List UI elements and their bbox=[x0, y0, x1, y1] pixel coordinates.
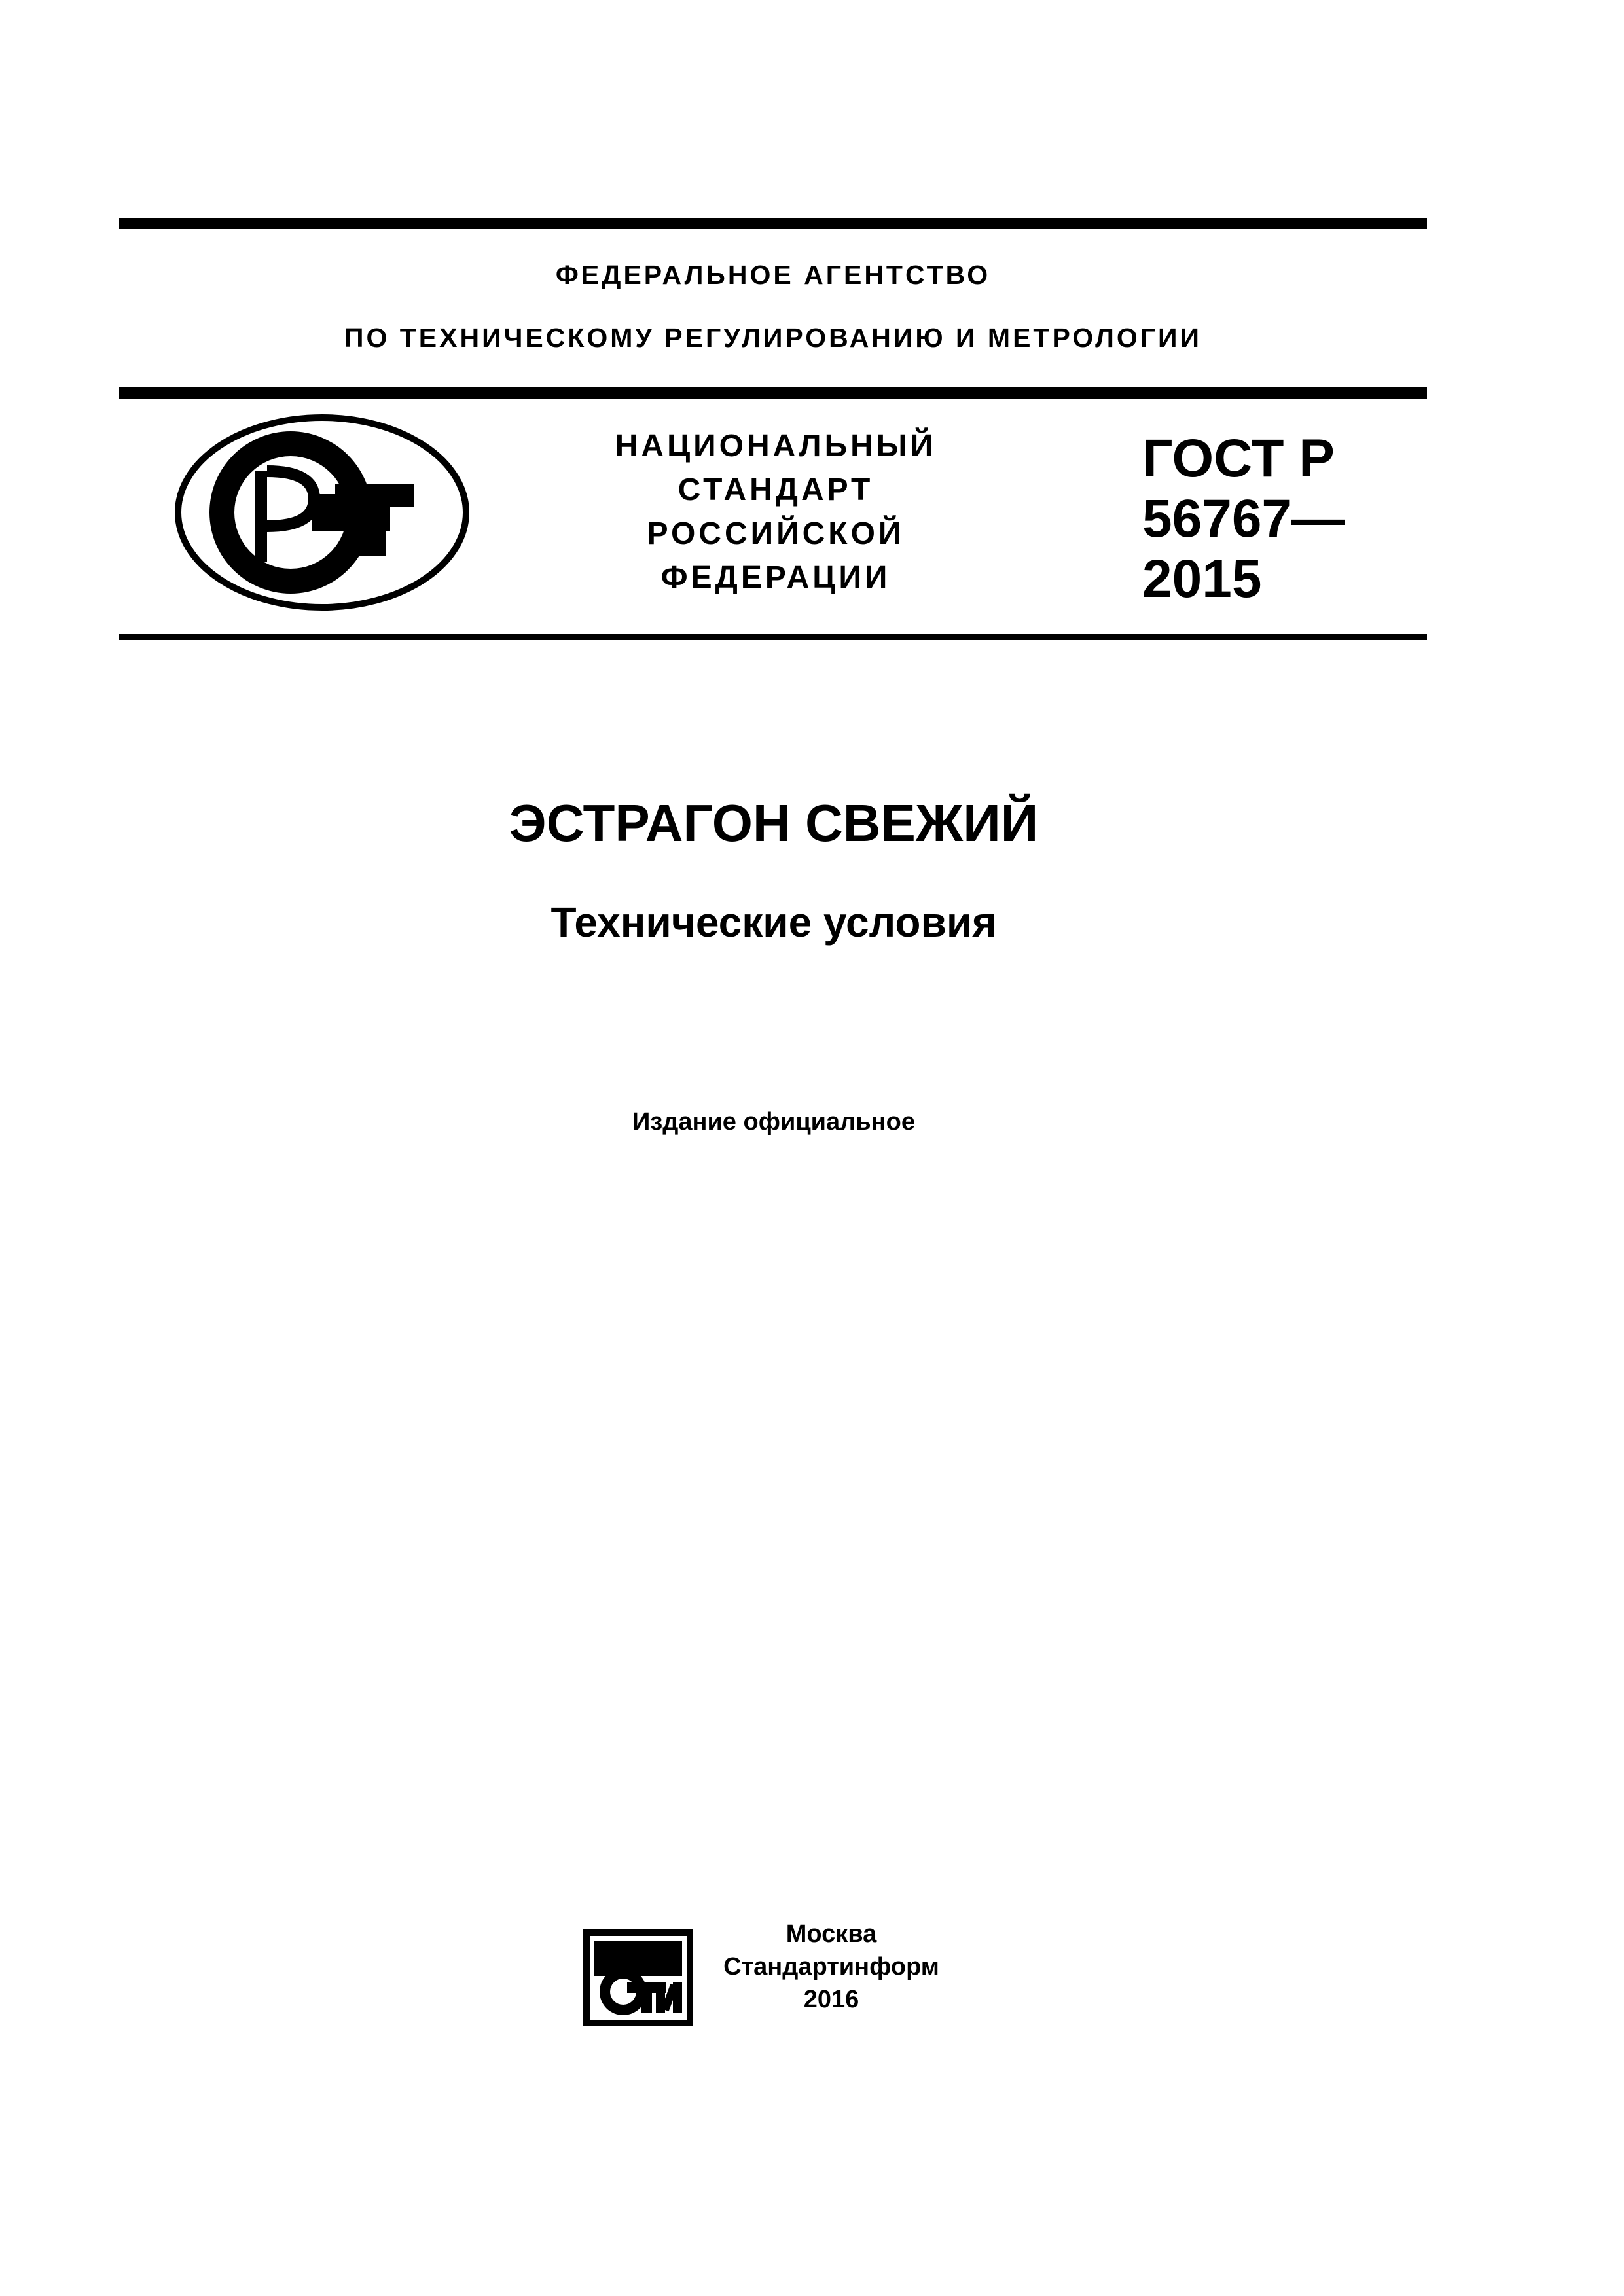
top-rule bbox=[119, 218, 1427, 229]
national-standard-line-3: РОССИЙСКОЙ bbox=[647, 516, 905, 551]
publisher-year: 2016 bbox=[803, 1986, 859, 2013]
publisher-name: Стандартинформ bbox=[723, 1953, 939, 1981]
rst-emblem-icon bbox=[171, 411, 473, 614]
gost-designation-line-2: 56767— bbox=[1142, 489, 1346, 548]
middle-rule bbox=[119, 387, 1427, 399]
national-standard-line-4: ФЕДЕРАЦИИ bbox=[660, 560, 891, 595]
agency-line-2: ПО ТЕХНИЧЕСКОМУ РЕГУЛИРОВАНИЮ И МЕТРОЛОГИИ bbox=[344, 323, 1202, 353]
publisher-city: Москва bbox=[785, 1920, 877, 1948]
gost-designation bbox=[1142, 429, 1345, 609]
document-subtitle: Технические условия bbox=[550, 899, 997, 946]
national-standard-line-1: НАЦИОНАЛЬНЫЙ bbox=[615, 429, 937, 463]
standartinform-logo-icon bbox=[581, 1928, 696, 2026]
national-standard-line-2: СТАНДАРТ bbox=[677, 473, 874, 507]
agency-line-1: ФЕДЕРАЛЬНОЕ АГЕНТСТВО bbox=[555, 260, 991, 290]
publisher-block bbox=[707, 1918, 956, 2016]
bottom-header-rule bbox=[119, 634, 1427, 640]
national-standard-label bbox=[543, 424, 1008, 600]
gost-designation-line-3: 2015 bbox=[1142, 549, 1262, 609]
document-title: ЭСТРАГОН СВЕЖИЙ bbox=[509, 794, 1039, 852]
edition-label: Издание официальное bbox=[632, 1108, 915, 1136]
gost-designation-line-1: ГОСТ Р bbox=[1142, 429, 1335, 488]
